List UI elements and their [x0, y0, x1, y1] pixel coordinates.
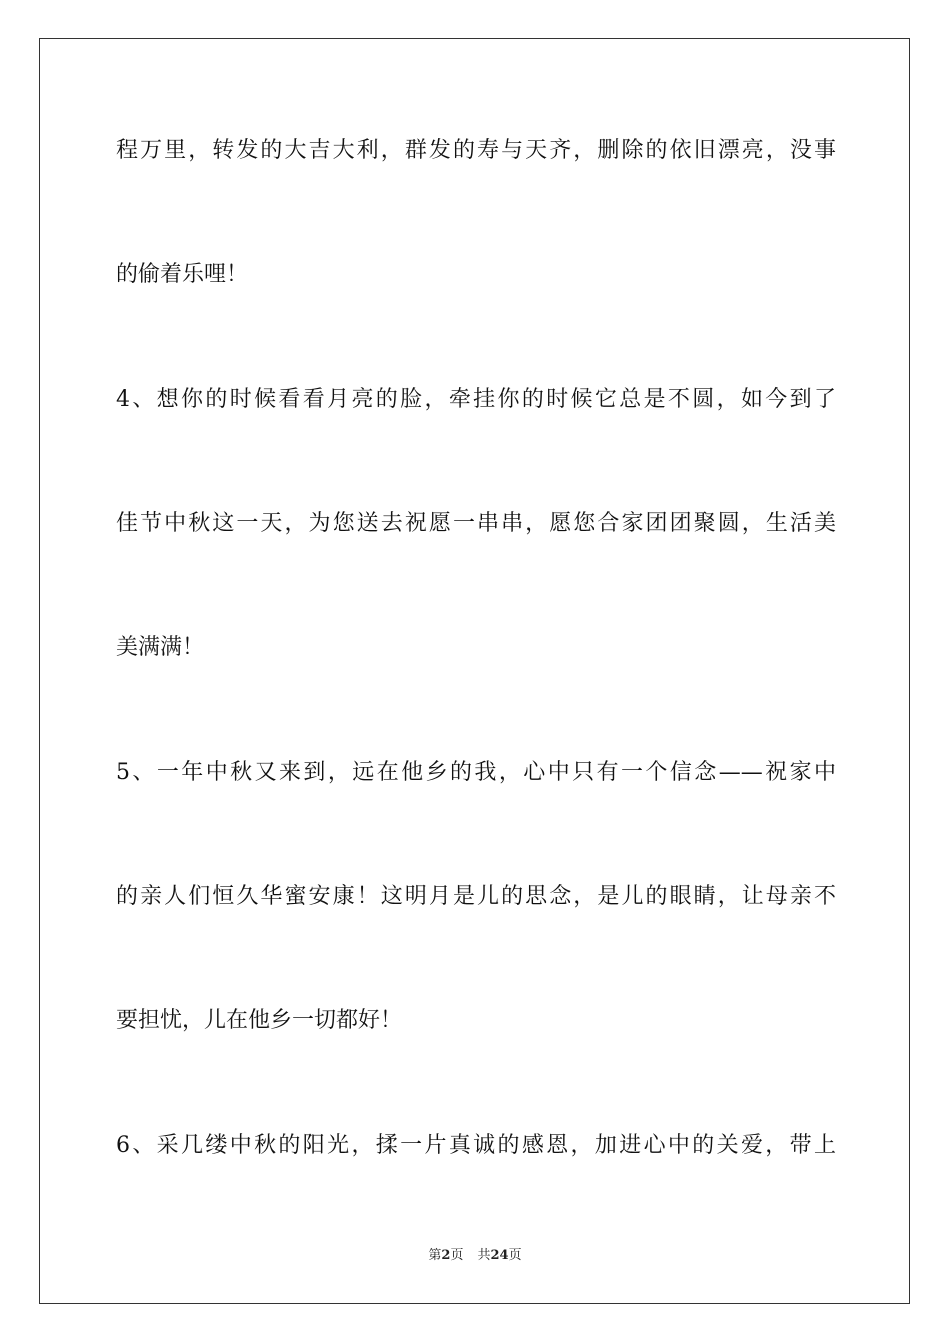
text-line-9: 6、采几缕中秋的阳光，揉一片真诚的感恩，加进心中的关爱，带上	[116, 1133, 836, 1158]
text-line-7: 的亲人们恒久华蜜安康！这明月是儿的思念，是儿的眼睛，让母亲不	[116, 884, 836, 909]
text-line-5: 美满满！	[116, 635, 205, 660]
text-line-1: 程万里，转发的大吉大利，群发的寿与天齐，删除的依旧漂亮，没事	[116, 138, 836, 163]
text-line-2: 的偷着乐哩！	[116, 262, 249, 287]
page-suffix: 页	[450, 1248, 464, 1263]
page-number: 2	[441, 1248, 451, 1263]
text-line-6: 5、一年中秋又来到，远在他乡的我，心中只有一个信念——祝家中	[116, 760, 836, 785]
text-line-4: 佳节中秋这一天，为您送去祝愿一串串，愿您合家团团聚圆，生活美	[116, 511, 836, 536]
page-footer	[0, 1247, 950, 1265]
total-suffix: 页	[508, 1248, 522, 1263]
total-pages: 24	[490, 1248, 509, 1263]
total-prefix: 共	[477, 1248, 491, 1263]
text-line-8: 要担忧，儿在他乡一切都好！	[116, 1008, 403, 1033]
page-prefix: 第	[428, 1248, 442, 1263]
page-border	[39, 38, 910, 1304]
text-line-3: 4、想你的时候看看月亮的脸，牵挂你的时候它总是不圆，如今到了	[116, 387, 836, 412]
